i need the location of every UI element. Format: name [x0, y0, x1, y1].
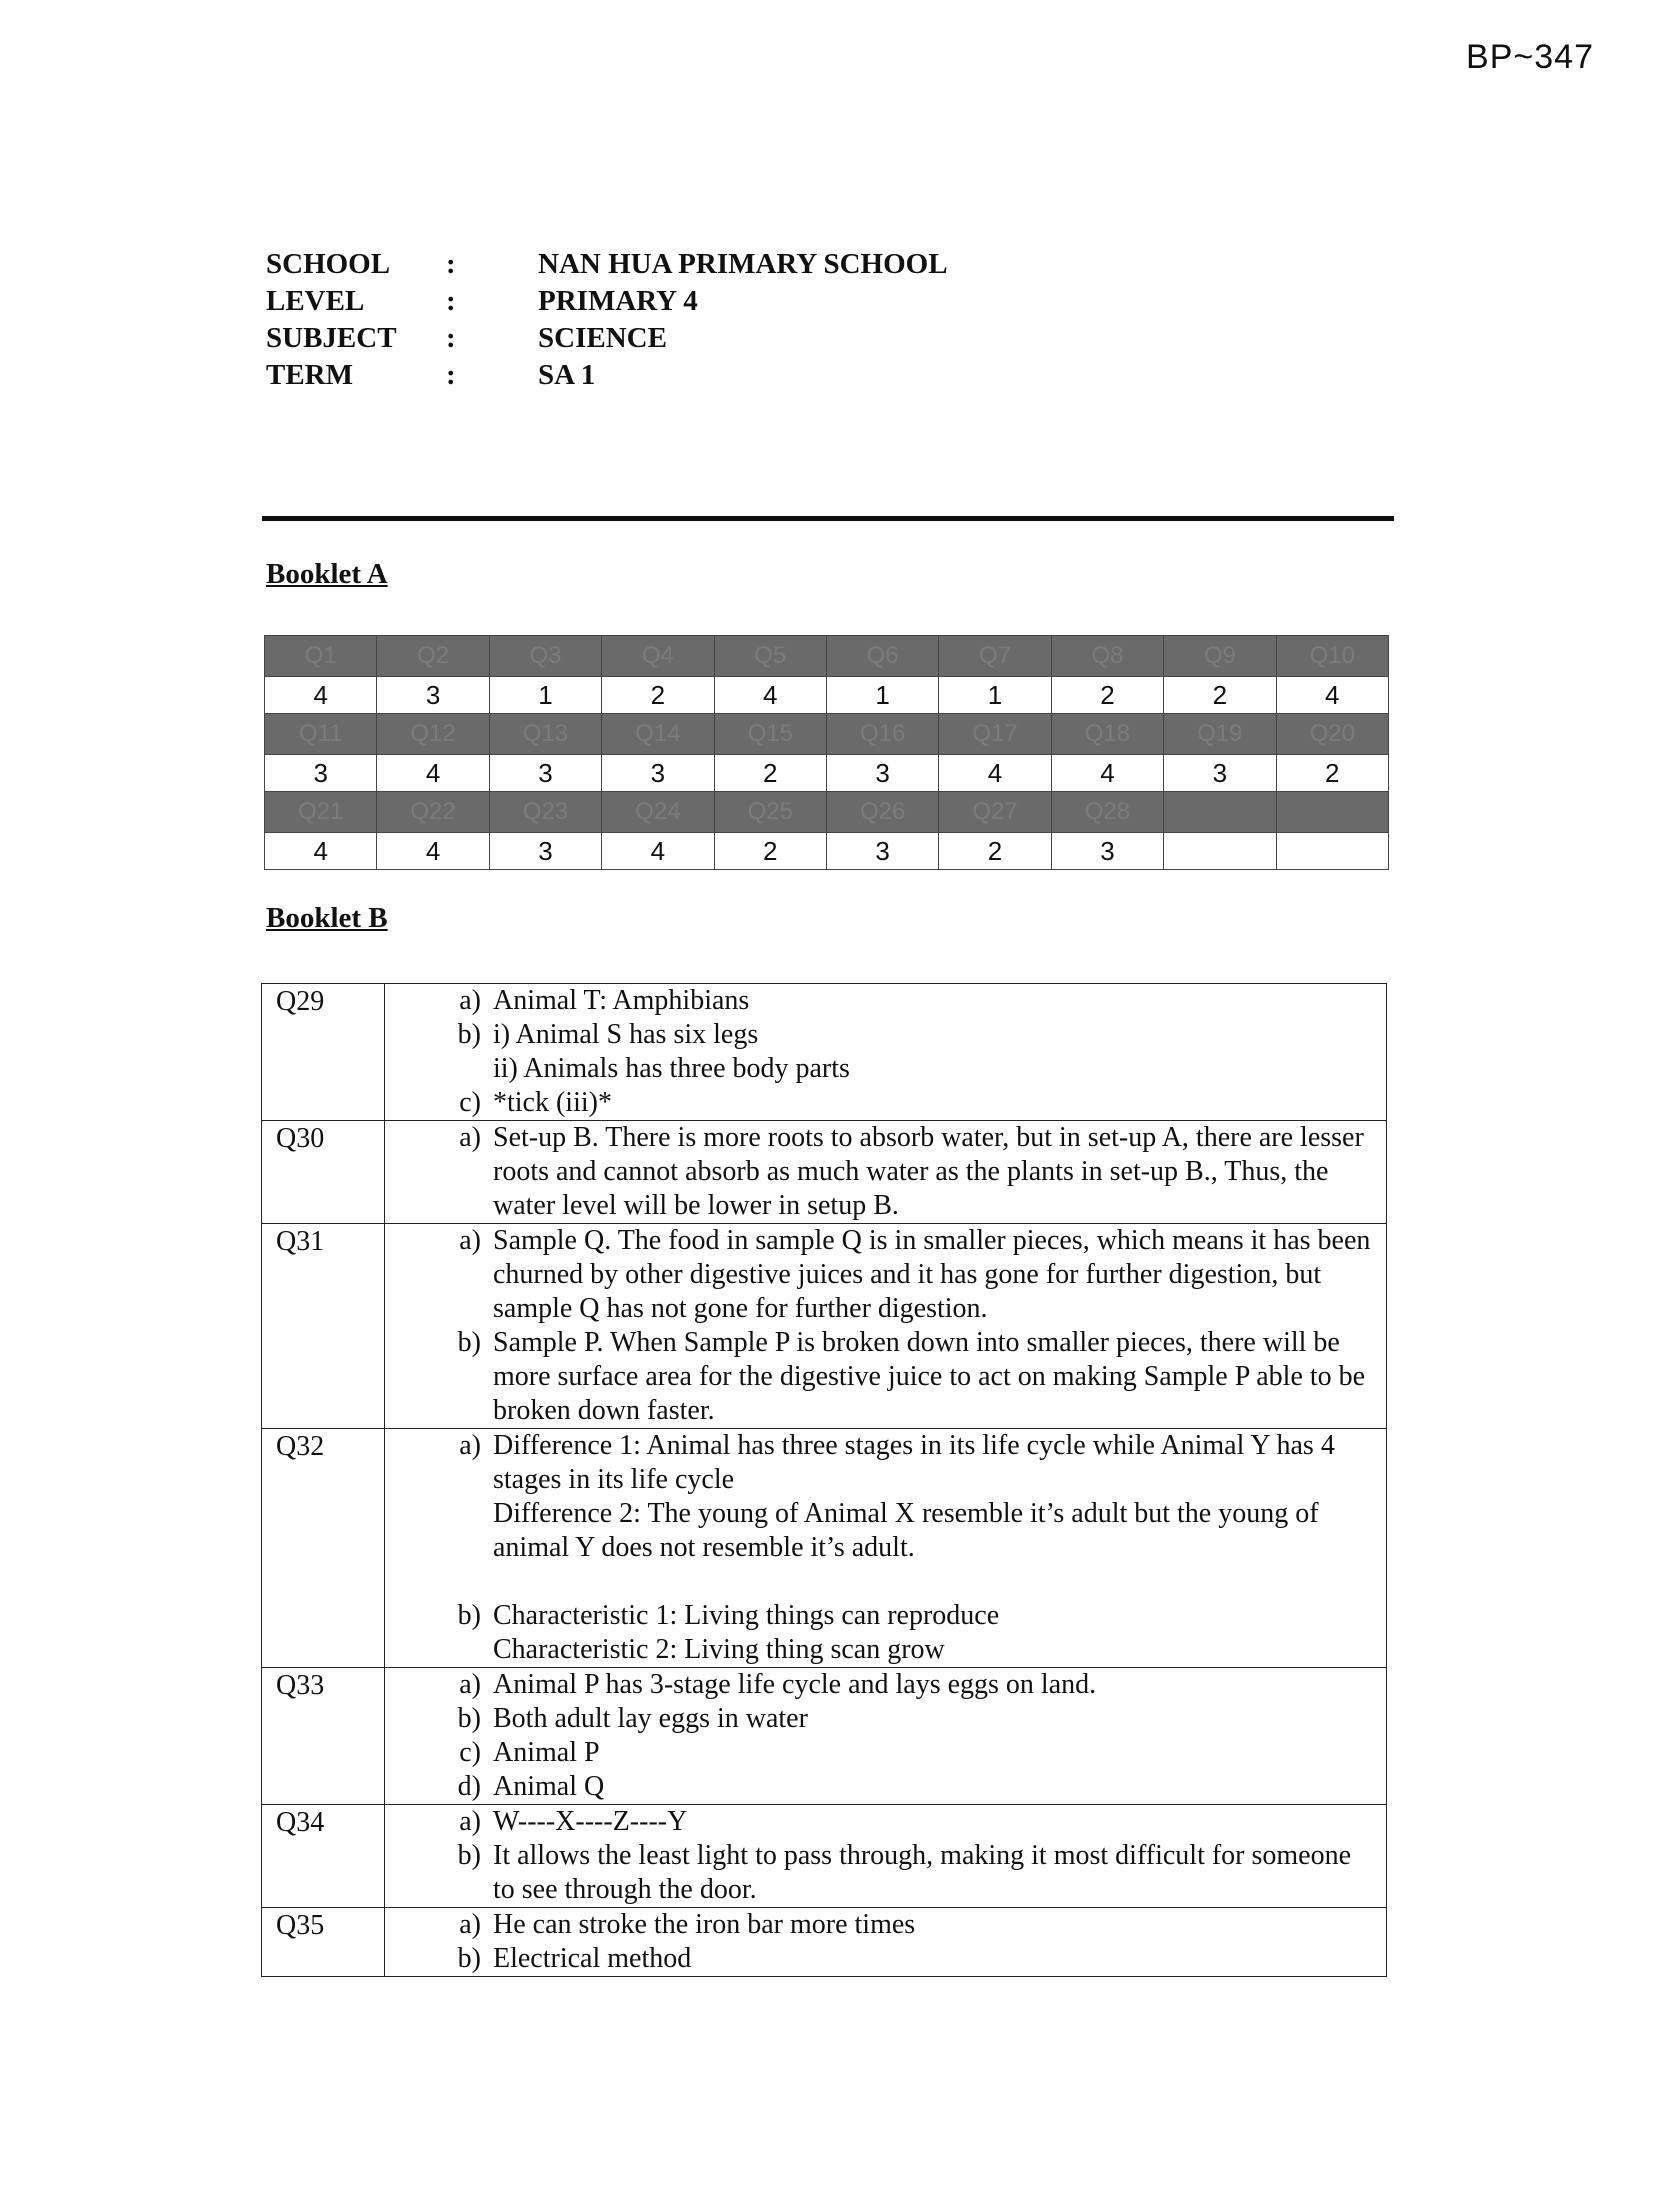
- question-number-cell: Q12: [377, 714, 489, 755]
- horizontal-rule: [262, 516, 1394, 521]
- answer-part-marker: a): [459, 1430, 481, 1461]
- answer-part-marker: a): [459, 1909, 481, 1940]
- question-number-cell: Q7: [939, 636, 1051, 677]
- question-label: Q31: [262, 1224, 385, 1429]
- question-label: Q35: [262, 1908, 385, 1977]
- answer-content: [385, 1668, 1387, 1805]
- question-label: Q29: [262, 984, 385, 1121]
- answer-line: [385, 1052, 1376, 1086]
- answer-line: [385, 1702, 1376, 1736]
- answer-cell: 1: [826, 677, 938, 714]
- answer-line: [385, 1942, 1376, 1976]
- answer-text: He can stroke the iron bar more times: [493, 1909, 916, 1940]
- answer-text: Set-up B. There is more roots to absorb water, but in set-up A, there are lesser roots and cannot absorb as much water as the plants in set-up B., Thus, the water level will be lower in setup B.: [493, 1122, 1364, 1221]
- answer-text: Difference 2: The young of Animal X resemble it’s adult but the young of animal Y does not resemble it’s adult.: [493, 1498, 1319, 1563]
- info-label: LEVEL: [266, 285, 365, 317]
- answer-line: [385, 1736, 1376, 1770]
- table-row: [262, 1805, 1387, 1908]
- answer-content: [385, 1121, 1387, 1224]
- answer-part-marker: [385, 1497, 493, 1565]
- info-row-school: [266, 246, 948, 283]
- info-label: SUBJECT: [266, 322, 397, 354]
- question-number-cell: Q19: [1164, 714, 1276, 755]
- table-row: [262, 1668, 1387, 1805]
- answer-cell: 4: [602, 833, 714, 870]
- answer-cell: 2: [602, 677, 714, 714]
- answer-line: [385, 1633, 1376, 1667]
- answer-line: [385, 1086, 1376, 1120]
- answer-part-marker: [385, 1633, 493, 1667]
- question-number-cell: Q8: [1051, 636, 1163, 677]
- answer-text: It allows the least light to pass through, making it most difficult for someone to see through the door.: [493, 1840, 1352, 1905]
- answer-cell: 4: [265, 833, 377, 870]
- header-info: [266, 246, 948, 394]
- answer-cell: 3: [489, 833, 601, 870]
- answer-cell: 4: [265, 677, 377, 714]
- answer-content: [385, 1429, 1387, 1668]
- question-number-cell: Q28: [1051, 792, 1163, 833]
- answer-cell: 4: [714, 677, 826, 714]
- answer-content: [385, 984, 1387, 1121]
- question-number-cell: Q24: [602, 792, 714, 833]
- answer-text: Animal P has 3-stage life cycle and lays eggs on land.: [493, 1669, 1097, 1700]
- info-label: TERM: [266, 359, 353, 391]
- answer-row: [265, 833, 1389, 870]
- answer-text: Characteristic 1: Living things can reproduce: [493, 1600, 1000, 1631]
- answer-part-marker: b): [457, 1840, 481, 1871]
- answer-text: W----X----Z----Y: [493, 1806, 688, 1837]
- answer-part-marker: c): [459, 1087, 481, 1118]
- question-number-cell: Q2: [377, 636, 489, 677]
- question-number-cell: Q26: [826, 792, 938, 833]
- answer-cell: 3: [826, 755, 938, 792]
- question-number-cell: Q20: [1276, 714, 1388, 755]
- answer-text: *tick (iii)*: [493, 1087, 612, 1118]
- answer-cell: 3: [826, 833, 938, 870]
- answer-text: i) Animal S has six legs: [493, 1019, 759, 1050]
- answer-cell: 2: [714, 833, 826, 870]
- page-code: BP~347: [1466, 38, 1594, 76]
- table-row: [262, 984, 1387, 1121]
- question-number-cell: Q23: [489, 792, 601, 833]
- info-row-subject: [266, 320, 948, 357]
- question-number-cell: Q17: [939, 714, 1051, 755]
- booklet-b-answer-table: [261, 983, 1387, 1977]
- answer-cell: 2: [1164, 677, 1276, 714]
- answer-part-marker: b): [457, 1600, 481, 1631]
- answer-part-marker: b): [457, 1019, 481, 1050]
- answer-part-marker: b): [457, 1703, 481, 1734]
- answer-part-marker: d): [457, 1771, 481, 1802]
- answer-line: [385, 1839, 1376, 1907]
- question-label: Q32: [262, 1429, 385, 1668]
- question-number-cell: Q11: [265, 714, 377, 755]
- answer-row: [265, 755, 1389, 792]
- question-number-cell: Q5: [714, 636, 826, 677]
- answer-cell: 4: [1276, 677, 1388, 714]
- answer-cell: 2: [939, 833, 1051, 870]
- question-number-cell: Q16: [826, 714, 938, 755]
- answer-cell: 3: [1051, 833, 1163, 870]
- question-number-cell: [1276, 792, 1388, 833]
- answer-line: [385, 1121, 1376, 1223]
- question-number-cell: Q13: [489, 714, 601, 755]
- answer-text: Characteristic 2: Living thing scan grow: [493, 1634, 945, 1665]
- booklet-a-heading: Booklet A: [266, 558, 388, 590]
- question-label: Q33: [262, 1668, 385, 1805]
- answer-line: [385, 1018, 1376, 1052]
- answer-part-marker: a): [459, 1669, 481, 1700]
- table-row: [262, 1908, 1387, 1977]
- answer-part-marker: a): [459, 1122, 481, 1153]
- answer-line: [385, 1599, 1376, 1633]
- answer-cell: 3: [489, 755, 601, 792]
- booklet-b-heading: Booklet B: [266, 902, 388, 934]
- answer-text: Both adult lay eggs in water: [493, 1703, 808, 1734]
- answer-text: Animal T: Amphibians: [493, 985, 750, 1016]
- info-value: NAN HUA PRIMARY SCHOOL: [538, 248, 948, 280]
- info-row-term: [266, 357, 948, 394]
- answer-cell: 3: [602, 755, 714, 792]
- info-colon: :: [446, 248, 456, 280]
- answer-line: [385, 1224, 1376, 1326]
- answer-part-marker: c): [459, 1737, 481, 1768]
- answer-cell: 2: [1051, 677, 1163, 714]
- blank-line: [385, 1565, 1376, 1599]
- answer-cell: 1: [489, 677, 601, 714]
- answer-part-marker: a): [459, 1806, 481, 1837]
- answer-cell: 3: [265, 755, 377, 792]
- answer-line: [385, 1326, 1376, 1428]
- answer-content: [385, 1908, 1387, 1977]
- info-value: SCIENCE: [538, 322, 667, 354]
- answer-line: [385, 1770, 1376, 1804]
- answer-line: [385, 984, 1376, 1018]
- answer-cell: [1276, 833, 1388, 870]
- question-number-cell: Q14: [602, 714, 714, 755]
- answer-line: [385, 1429, 1376, 1497]
- answer-line: [385, 1805, 1376, 1839]
- question-number-cell: Q6: [826, 636, 938, 677]
- question-number-cell: Q27: [939, 792, 1051, 833]
- answer-cell: 3: [377, 677, 489, 714]
- answer-part-marker: a): [459, 985, 481, 1016]
- answer-row: [265, 677, 1389, 714]
- info-label: SCHOOL: [266, 248, 391, 280]
- answer-cell: 4: [939, 755, 1051, 792]
- question-number-cell: Q3: [489, 636, 601, 677]
- question-number-row: [265, 792, 1389, 833]
- answer-part-marker: [385, 1052, 493, 1086]
- answer-text: Electrical method: [493, 1943, 692, 1974]
- answer-text: Animal P: [493, 1737, 600, 1768]
- answer-content: [385, 1805, 1387, 1908]
- question-number-row: [265, 714, 1389, 755]
- question-number-cell: Q15: [714, 714, 826, 755]
- question-number-cell: Q4: [602, 636, 714, 677]
- question-number-row: [265, 636, 1389, 677]
- booklet-a-answer-table: [264, 635, 1389, 870]
- answer-cell: 1: [939, 677, 1051, 714]
- table-row: [262, 1429, 1387, 1668]
- answer-line: [385, 1497, 1376, 1565]
- answer-content: [385, 1224, 1387, 1429]
- answer-cell: 3: [1164, 755, 1276, 792]
- question-number-cell: [1164, 792, 1276, 833]
- info-colon: :: [446, 359, 456, 391]
- answer-text: Difference 1: Animal has three stages in its life cycle while Animal Y has 4 stages in its life cycle: [493, 1430, 1335, 1495]
- table-row: [262, 1121, 1387, 1224]
- info-colon: :: [446, 322, 456, 354]
- answer-part-marker: a): [459, 1225, 481, 1256]
- answer-cell: 4: [377, 833, 489, 870]
- answer-cell: [1164, 833, 1276, 870]
- answer-text: Animal Q: [493, 1771, 605, 1802]
- info-value: PRIMARY 4: [538, 285, 698, 317]
- info-value: SA 1: [538, 359, 596, 391]
- question-label: Q30: [262, 1121, 385, 1224]
- question-number-cell: Q9: [1164, 636, 1276, 677]
- answer-text: Sample Q. The food in sample Q is in smaller pieces, which means it has been churned by other digestive juices and it has gone for further digestion, but sample Q has not gone for further digestion.: [493, 1225, 1371, 1324]
- answer-text: Sample P. When Sample P is broken down into smaller pieces, there will be more surface area for the digestive juice to act on making Sample P able to be broken down faster.: [493, 1327, 1366, 1426]
- answer-cell: 4: [377, 755, 489, 792]
- answer-cell: 2: [1276, 755, 1388, 792]
- question-number-cell: Q18: [1051, 714, 1163, 755]
- answer-part-marker: b): [457, 1327, 481, 1358]
- info-colon: :: [446, 285, 456, 317]
- question-label: Q34: [262, 1805, 385, 1908]
- answer-part-marker: b): [457, 1943, 481, 1974]
- info-row-level: [266, 283, 948, 320]
- question-number-cell: Q1: [265, 636, 377, 677]
- answer-line: [385, 1668, 1376, 1702]
- table-row: [262, 1224, 1387, 1429]
- question-number-cell: Q22: [377, 792, 489, 833]
- answer-cell: 2: [714, 755, 826, 792]
- question-number-cell: Q21: [265, 792, 377, 833]
- question-number-cell: Q25: [714, 792, 826, 833]
- answer-line: [385, 1908, 1376, 1942]
- answer-text: ii) Animals has three body parts: [493, 1053, 850, 1084]
- question-number-cell: Q10: [1276, 636, 1388, 677]
- answer-cell: 4: [1051, 755, 1163, 792]
